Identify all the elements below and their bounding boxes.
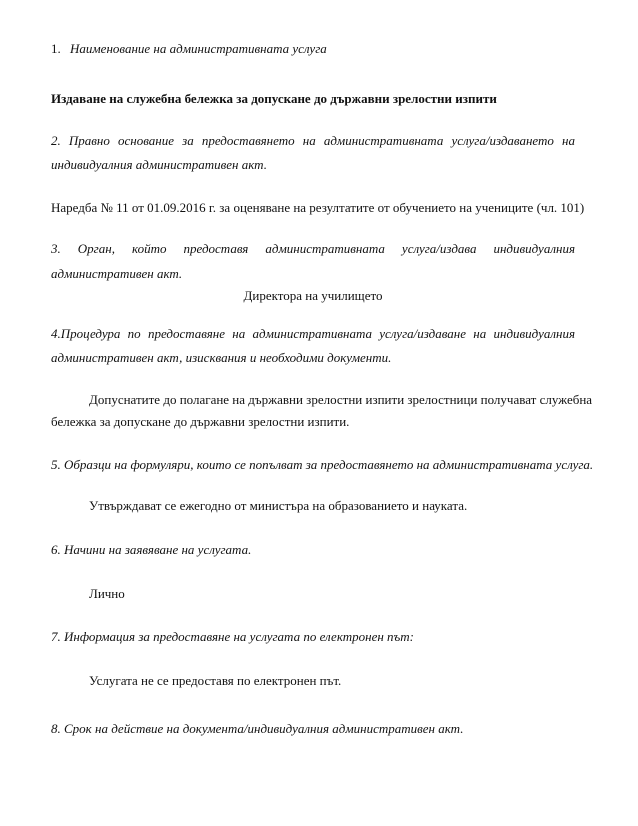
section-4-heading-line1: 4.Процедура по предоставяне на административната услуга/издаване на индивидуалния (51, 326, 575, 341)
section-1-value: Издаване на служебна бележка за допускане до държавни зрелостни изпити (51, 91, 497, 106)
section-2-heading-line1: 2. Правно основание за предоставянето на административната услуга/издаването на (51, 133, 575, 148)
section-1-number: 1. (51, 41, 61, 56)
section-2-value: Наредба № 11 от 01.09.2016 г. за оценяване на резултатите от обучението на учениците (чл. 101) (51, 200, 585, 215)
section-3-heading-line1: 3. Орган, който предоставя административната услуга/издава индивидуалния (51, 241, 575, 256)
section-4-value-line2: бележка за допускане до държавни зрелостни изпити. (51, 414, 350, 429)
section-5-value: Утвърждават се ежегодно от министъра на образованието и науката. (89, 498, 468, 513)
section-6-heading: 6. Начини на заявяване на услугата. (51, 542, 252, 557)
section-1-heading-text: Наименование на административната услуга (70, 41, 327, 56)
section-5-heading: 5. Образци на формуляри, които се попълват за предоставянето на административната услуга. (51, 457, 594, 472)
section-8-heading: 8. Срок на действие на документа/индивидуалния административен акт. (51, 721, 464, 736)
section-4-value-line1: Допуснатите до полагане на държавни зрелостни изпити зрелостници получават служебна (89, 392, 593, 407)
section-4-heading-line2: административен акт, изисквания и необходими документи. (51, 350, 392, 365)
section-3-heading-line2: административен акт. (51, 266, 183, 281)
section-2-heading-line2: индивидуалния административен акт. (51, 157, 267, 172)
section-7-value: Услугата не се предоставя по електронен път. (89, 673, 342, 688)
section-6-value: Лично (89, 586, 125, 601)
section-7-heading: 7. Информация за предоставяне на услугата по електронен път: (51, 629, 414, 644)
section-3-value: Директора на училището (243, 288, 383, 303)
section-1-heading (51, 40, 575, 57)
